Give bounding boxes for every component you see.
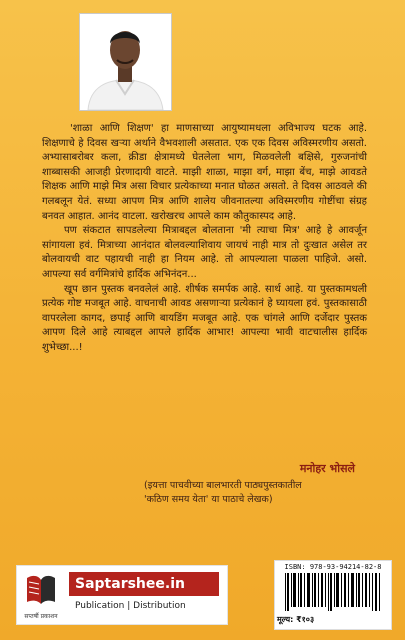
publisher-brand: Saptarshee.in [69,572,219,596]
isbn-number: ISBN: 978-93-94214-82-8 [284,563,382,571]
blurb-paragraph-3: खूप छान पुस्तक बनवलेलं आहे. शीर्षक समर्पक आहे. सार्थ आहे. या पुस्तकामधली प्रत्येक गोष्ट मजबूत आहे. वाचनाची आवड असणाऱ्या प्रत्येकानं हे घ्यायला हवं. पुस्तकासाठी वापरलेला कागद, छपाई आणि बायडिंग मजबूत आहे. एक चांगले आणि दर्जेदार पुस्तक आपण दिले आहे त्याबद्दल आपले हार्दिक आभार! आपल्या भावी वाटचालीस हार्दिक शुभेच्छा...! [42,283,367,353]
isbn-barcode-box [274,560,392,630]
author-name: मनोहर भोसले [299,462,355,475]
publisher-subtitle: Publication | Distribution [75,601,186,611]
publisher-caption: सप्तर्षी प्रकाशन [24,613,58,620]
blurb-text [42,122,367,356]
blurb-paragraph-1: 'शाळा आणि शिक्षण' हा माणसाच्या आयुष्यामधला अविभाज्य घटक आहे. शिक्षणाचे हे दिवस खऱ्या अर्थाने वैभवशाली असतात. एक एक दिवस अविस्मरणीय असतो. अभ्यासाबरोबर कला, क्रीडा क्षेत्रामध्ये घेतलेला भाग, मिळवलेली बक्षिसे, गुरुजनांची शाब्बासकी आजही प्रेरणादायी वाटते. माझी शाळा, माझा वर्ग, माझा बेंच, माझे आवडते शिक्षक आणि माझे मित्र असा विचार प्रत्येकाच्या मनात घोळत असतो. ते दिवस आठवले की गलबलून येतं. सध्या आपण मित्र आणि शालेय जीवनातल्या अविस्मरणीय गोष्टींचा संग्रह बनवत आहात. आनंद वाटला. खरोखरच आपले काम कौतुकास्पद आहे. [42,123,367,222]
publisher-book-icon [23,570,59,610]
barcode-icon [283,573,383,611]
price-label: मूल्य: ₹१०३ [277,615,315,624]
author-description-line-1: (इयत्ता पाचवीच्या बालभारती पाठ्यपुस्तकातील [144,480,302,491]
blurb-paragraph-2: पण संकटात सापडलेल्या मित्राबद्दल बोलताना 'मी त्याचा मित्र' आहे हे आवर्जून सांगायला हवं. मित्राच्या आनंदात बोलवल्याशिवाय जायचं नाही मात्र तो दुःखात असेल तर बोलवायची वाट पहायची नाही हा नियम आहे. तो आपल्याला पाळला पाहिजे. असो. आपल्या सर्व वर्गमित्रांचे हार्दिक अभिनंदन... [42,225,367,280]
author-portrait-icon [80,14,171,110]
author-photo [79,13,172,111]
publisher-logo [16,565,228,625]
author-description-line-2: 'कठिण समय येता' या पाठाचे लेखक) [144,494,273,505]
